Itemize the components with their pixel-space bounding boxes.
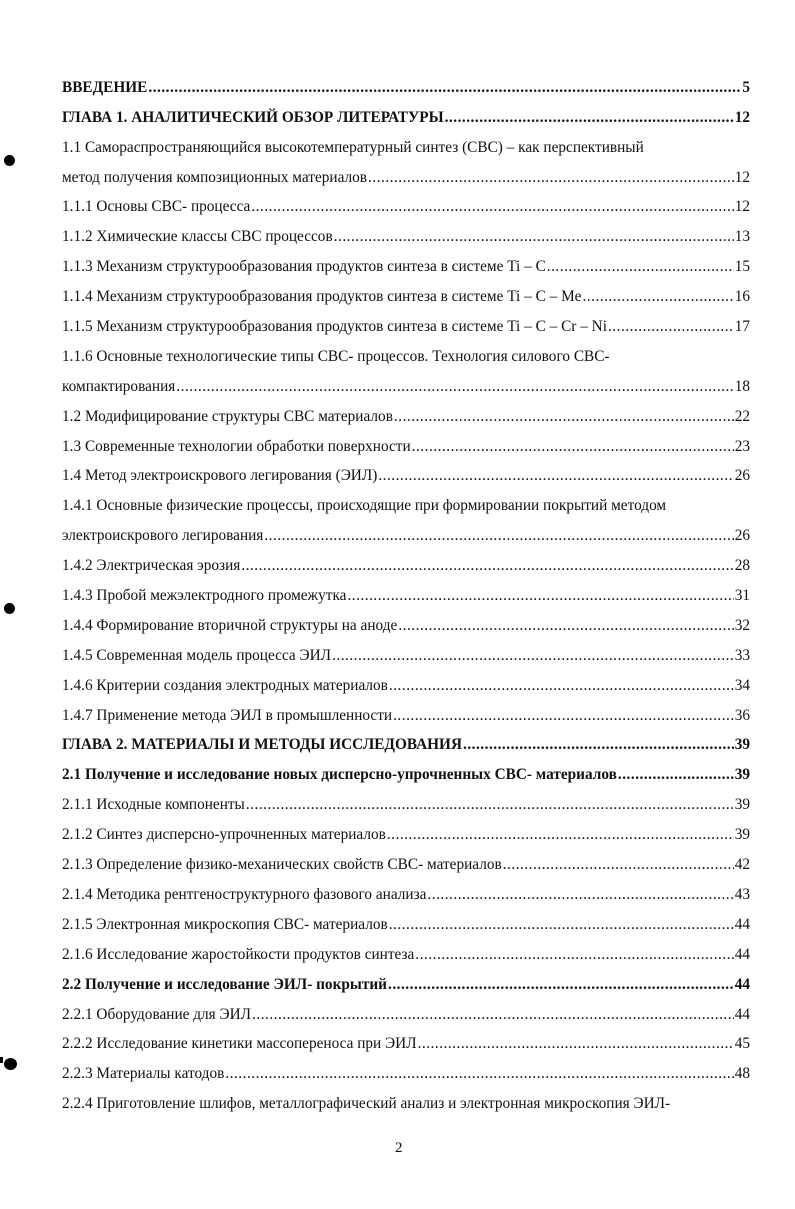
toc-entry-title: 1.4.3 Пробой межэлектродного промежутка (62, 587, 347, 605)
toc-leader-dots (347, 587, 733, 605)
toc-entry-page: 22 (734, 407, 750, 425)
toc-entry (62, 551, 750, 581)
toc-entry-title: 1.3 Современные технологии обработки поверхности (62, 437, 411, 455)
toc-leader-dots (415, 946, 733, 964)
toc-entry (62, 222, 750, 252)
toc-entry (62, 252, 750, 282)
toc-entry (62, 402, 750, 432)
toc-entry-title: 1.4 Метод электроискрового легирования (ЭИЛ) (62, 467, 378, 485)
toc-entry-page: 32 (734, 616, 750, 634)
toc-entry-page: 12 (734, 168, 750, 186)
toc-leader-dots (225, 1065, 733, 1083)
toc-entry (62, 432, 750, 462)
toc-entry (62, 940, 750, 970)
toc-leader-dots (389, 916, 734, 934)
toc-entry-title: 2.2.1 Оборудование для ЭИЛ (62, 1005, 252, 1023)
toc-entry-title: ГЛАВА 1. АНАЛИТИЧЕСКИЙ ОБЗОР ЛИТЕРАТУРЫ (62, 108, 444, 126)
toc-entry-title: 2.2.2 Исследование кинетики массопереноса при ЭИЛ (62, 1035, 417, 1053)
toc-entry-page: 33 (734, 646, 750, 664)
toc-leader-dots (412, 438, 734, 456)
toc-entry (62, 312, 750, 342)
toc-entry-page: 16 (734, 288, 750, 306)
toc-entry (62, 521, 750, 551)
toc-leader-dots (427, 886, 733, 904)
toc-entry-title: 2.2.4 Приготовление шлифов, металлографический анализ и электронная микроскопия ЭИЛ- (62, 1095, 671, 1113)
toc-leader-dots (334, 228, 734, 246)
toc-entry (62, 790, 750, 820)
toc-entry (62, 970, 750, 1000)
toc-entry (62, 103, 750, 133)
toc-entry-title: 1.1.4 Механизм структурообразования продуктов синтеза в системе Ti – C – Me (62, 288, 582, 306)
toc-leader-dots (148, 79, 741, 97)
scan-mark (0, 1057, 3, 1063)
toc-entry-title: компактирования (62, 377, 176, 395)
toc-entry (62, 1030, 750, 1060)
toc-leader-dots (398, 617, 733, 635)
toc-entry (62, 671, 750, 701)
toc-leader-dots (378, 467, 733, 485)
toc-entry-title: 1.1.2 Химические классы СВС процессов (62, 228, 333, 246)
toc-entry-page: 26 (734, 527, 750, 545)
toc-entry-page: 39 (734, 826, 750, 844)
toc-entry-title: 1.1 Самораспространяющийся высокотемпературный синтез (СВС) – как перспективный (62, 138, 644, 156)
toc-entry-page: 13 (734, 228, 750, 246)
toc-entry (62, 133, 750, 163)
toc-entry-title: 2.1 Получение и исследование новых дисперсно-упрочненных СВС- материалов (62, 766, 617, 784)
table-of-contents (62, 73, 750, 1119)
toc-entry-page: 5 (742, 78, 750, 96)
toc-entry (62, 581, 750, 611)
toc-entry-page: 15 (734, 258, 750, 276)
toc-leader-dots (368, 169, 734, 187)
toc-entry (62, 820, 750, 850)
toc-entry-page: 34 (734, 676, 750, 694)
toc-entry-title: 1.4.5 Современная модель процесса ЭИЛ (62, 646, 332, 664)
toc-entry (62, 342, 750, 372)
toc-entry-title: 1.4.6 Критерии создания электродных материалов (62, 676, 388, 694)
toc-entry-title: метод получения композиционных материалов (62, 168, 368, 186)
toc-leader-dots (387, 826, 734, 844)
toc-entry-page: 39 (734, 796, 750, 814)
toc-entry-page: 44 (734, 945, 750, 963)
toc-leader-dots (389, 677, 734, 695)
toc-entry-title: ВВЕДЕНИЕ (62, 78, 148, 96)
toc-entry (62, 193, 750, 223)
toc-entry-title: 1.1.6 Основные технологические типы СВС- процессов. Технология силового СВС- (62, 347, 610, 365)
toc-leader-dots (503, 856, 734, 874)
toc-leader-dots (394, 408, 734, 426)
toc-entry-title: 1.2 Модифицирование структуры СВС материалов (62, 407, 393, 425)
toc-leader-dots (246, 796, 734, 814)
toc-entry-page: 12 (734, 108, 750, 126)
toc-entry-title: 1.1.1 Основы СВС- процесса (62, 198, 251, 216)
toc-entry (62, 462, 750, 492)
toc-entry-title: 1.4.7 Применение метода ЭИЛ в промышленности (62, 706, 393, 724)
toc-leader-dots (445, 109, 734, 127)
toc-entry (62, 372, 750, 402)
toc-leader-dots (388, 976, 734, 994)
toc-leader-dots (264, 527, 733, 545)
toc-entry (62, 701, 750, 731)
toc-leader-dots (618, 766, 734, 784)
toc-entry-page: 44 (734, 1005, 750, 1023)
toc-entry-title: 1.4.2 Электрическая эрозия (62, 557, 241, 575)
toc-entry (62, 760, 750, 790)
toc-entry-title: 2.2.3 Материалы катодов (62, 1065, 225, 1083)
toc-entry-page: 12 (734, 198, 750, 216)
toc-leader-dots (608, 318, 734, 336)
toc-entry-title: 1.1.3 Механизм структурообразования продуктов синтеза в системе Ti – C (62, 258, 546, 276)
toc-entry (62, 910, 750, 940)
toc-leader-dots (332, 647, 734, 665)
toc-entry-title: 2.1.3 Определение физико-механических свойств СВС- материалов (62, 856, 502, 874)
toc-entry-page: 43 (734, 885, 750, 903)
toc-entry (62, 282, 750, 312)
toc-entry-page: 23 (734, 437, 750, 455)
toc-leader-dots (393, 707, 734, 725)
toc-entry-title: электроискрового легирования (62, 527, 264, 545)
toc-entry (62, 611, 750, 641)
toc-entry-page: 31 (734, 587, 750, 605)
toc-entry (62, 73, 750, 103)
toc-entry-page: 48 (734, 1065, 750, 1083)
toc-entry (62, 1059, 750, 1089)
toc-entry (62, 850, 750, 880)
toc-entry (62, 163, 750, 193)
toc-entry (62, 731, 750, 761)
toc-entry-page: 39 (734, 736, 750, 754)
binder-hole-bottom (4, 1058, 17, 1070)
toc-leader-dots (463, 736, 734, 754)
binder-hole-middle (4, 603, 15, 614)
toc-leader-dots (547, 258, 734, 276)
toc-entry-page: 39 (734, 766, 750, 784)
toc-entry-title: 1.4.1 Основные физические процессы, происходящие при формировании покрытий методом (62, 497, 667, 515)
toc-entry (62, 641, 750, 671)
binder-hole-top (4, 155, 15, 166)
toc-entry-title: 2.1.4 Методика рентгеноструктурного фазового анализа (62, 885, 427, 903)
page-number: 2 (395, 1140, 403, 1156)
toc-entry-page: 44 (734, 975, 750, 993)
toc-entry (62, 491, 750, 521)
toc-entry-title: 2.1.5 Электронная микроскопия СВС- материалов (62, 915, 388, 933)
toc-leader-dots (251, 198, 733, 216)
toc-entry-page: 36 (734, 706, 750, 724)
toc-entry-title: 2.1.2 Синтез дисперсно-упрочненных материалов (62, 826, 386, 844)
toc-entry (62, 880, 750, 910)
toc-leader-dots (582, 288, 733, 306)
toc-entry-title: 2.1.1 Исходные компоненты (62, 796, 245, 814)
toc-entry-page: 45 (734, 1035, 750, 1053)
toc-entry-title: ГЛАВА 2. МАТЕРИАЛЫ И МЕТОДЫ ИССЛЕДОВАНИЯ (62, 736, 462, 754)
toc-entry-page: 28 (734, 557, 750, 575)
toc-entry-page: 18 (734, 377, 750, 395)
toc-entry-title: 1.4.4 Формирование вторичной структуры на аноде (62, 616, 398, 634)
toc-leader-dots (241, 557, 733, 575)
toc-entry-title: 1.1.5 Механизм структурообразования продуктов синтеза в системе Ti – C – Cr – Ni (62, 318, 607, 336)
toc-entry-page: 42 (734, 856, 750, 874)
toc-entry-title: 2.2 Получение и исследование ЭИЛ- покрытий (62, 975, 387, 993)
toc-entry-title: 2.1.6 Исследование жаростойкости продуктов синтеза (62, 945, 415, 963)
toc-entry-page: 44 (734, 915, 750, 933)
toc-leader-dots (252, 1006, 734, 1024)
toc-leader-dots (176, 378, 733, 396)
toc-entry (62, 1000, 750, 1030)
toc-entry (62, 1089, 750, 1119)
toc-entry-page: 26 (734, 467, 750, 485)
toc-leader-dots (418, 1035, 734, 1053)
toc-entry-page: 17 (734, 318, 750, 336)
